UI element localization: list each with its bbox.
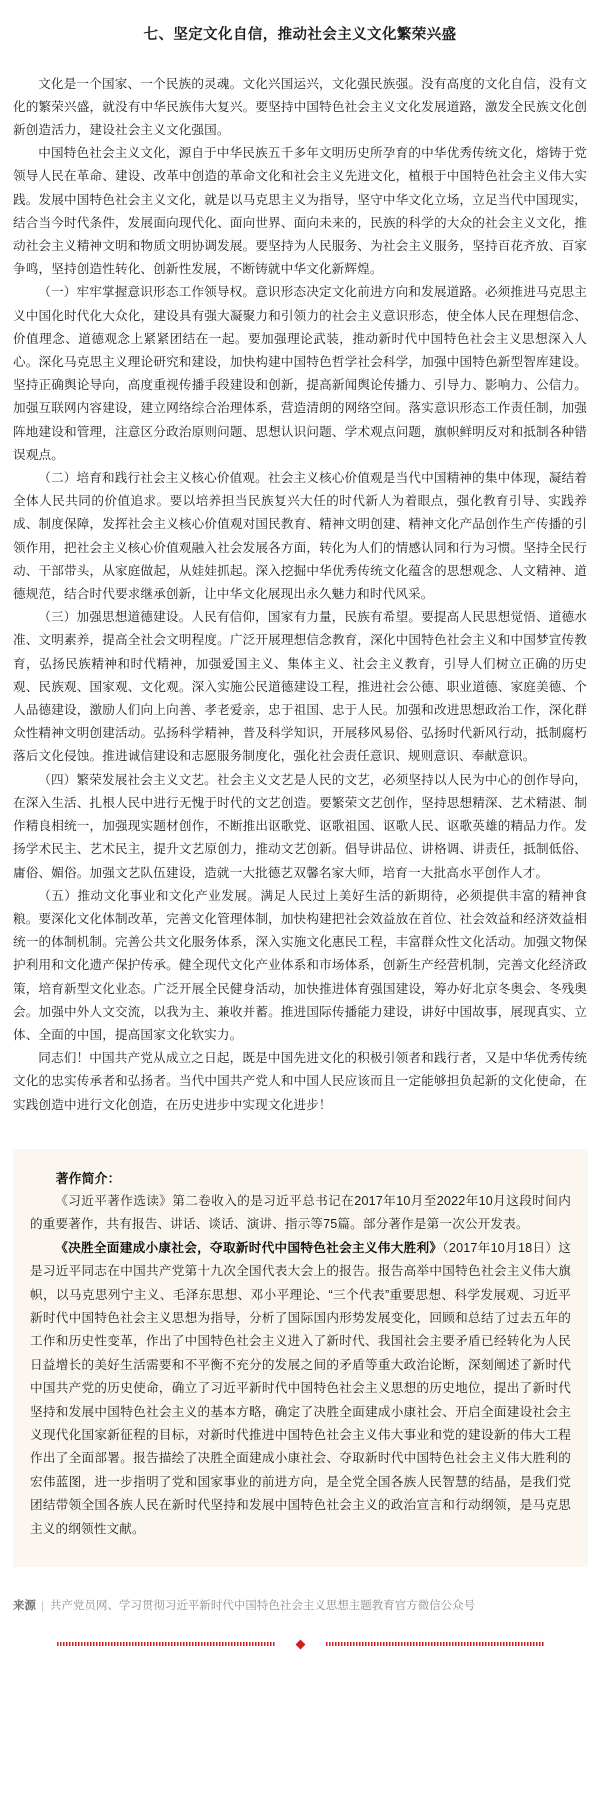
body-paragraph-8: 同志们！中国共产党从成立之日起，既是中国先进文化的积极引领者和践行者，又是中华优秀传统文化的忠实传承者和弘扬者。当代中国共产党人和中国人民应该而且一定能够担负起新的文化使命，在实践创造中进行文化创造，在历史进步中实现文化进步！: [13, 1051, 587, 1112]
body-paragraph-6: （四）繁荣发展社会主义文艺。社会主义文艺是人民的文艺，必须坚持以人民为中心的创作导向，在深入生活、扎根人民中进行无愧于时代的文艺创造。要繁荣文艺创作，坚持思想精深、艺术精湛、制作精良相统一，加强现实题材创作，不断推出讴歌党、讴歌祖国、讴歌人民、讴歌英雄的精品力作。发扬学术民主、艺术民主，提升文艺原创力，推动文艺创新。倡导讲品位、讲格调、讲责任，抵制低俗、庸俗、媚俗。加强文艺队伍建设，造就一大批德艺双馨名家大师，培育一大批高水平创作人才。: [13, 772, 587, 880]
ornament-dotted-rule-left: [57, 1642, 275, 1646]
source-line: [0, 1597, 600, 1615]
book-introduction-card: [13, 1149, 588, 1567]
card-heading: 著作简介：: [55, 1170, 121, 1186]
body-paragraph-2: 中国特色社会主义文化，源自于中华民族五千多年文明历史所孕育的中华优秀传统文化，熔铸于党领导人民在革命、建设、改革中创造的革命文化和社会主义先进文化，植根于中国特色社会主义伟大实践。发展中国特色社会主义文化，就是以马克思主义为指导，坚守中华文化立场，立足当代中国现实，结合当今时代条件，发展面向现代化、面向世界、面向未来的，民族的科学的大众的社会主义文化，推动社会主义精神文明和物质文明协调发展。要坚持为人民服务、为社会主义服务，坚持百花齐放、百家争鸣，坚持创造性转化、创新性发展，不断铸就中华文化新辉煌。: [13, 146, 587, 277]
ornament-diamond-icon: [295, 1639, 305, 1649]
body-paragraph-7: （五）推动文化事业和文化产业发展。满足人民过上美好生活的新期待，必须提供丰富的精神食粮。要深化文化体制改革，完善文化管理体制，加快构建把社会效益放在首位、社会效益和经济效益相统一的体制机制。完善公共文化服务体系，深入实施文化惠民工程，丰富群众性文化活动。加强文物保护利用和文化遗产保护传承。健全现代文化产业体系和市场体系，创新生产经营机制，完善文化经济政策，培育新型文化业态。广泛开展全民健身活动，加快推进体育强国建设，筹办好北京冬奥会、冬残奥会。加强中外人文交流，以我为主、兼收并蓄。推进国际传播能力建设，讲好中国故事，展现真实、立体、全面的中国，提高国家文化软实力。: [13, 888, 587, 1042]
article-page: [0, 10, 600, 1652]
card-book-title: 《决胜全面建成小康社会，夺取新时代中国特色社会主义伟大胜利》: [55, 1240, 443, 1255]
source-text: 共产党员网、学习贯彻习近平新时代中国特色社会主义思想主题教育官方微信公众号: [50, 1600, 476, 1613]
body-paragraph-3: （一）牢牢掌握意识形态工作领导权。意识形态决定文化前进方向和发展道路。必须推进马克思主义中国化时代化大众化，建设具有强大凝聚力和引领力的社会主义意识形态，使全体人民在理想信念、价值理念、道德观念上紧紧团结在一起。要加强理论武装，推动新时代中国特色社会主义思想深入人心。深化马克思主义理论研究和建设，加快构建中国特色哲学社会科学，加强中国特色新型智库建设。坚持正确舆论导向，高度重视传播手段建设和创新，提高新闻舆论传播力、引导力、影响力、公信力。加强互联网内容建设，建立网络综合治理体系，营造清朗的网络空间。落实意识形态工作责任制，加强阵地建设和管理，注意区分政治原则问题、思想认识问题、学术观点问题，旗帜鲜明反对和抵制各种错误观点。: [13, 285, 587, 462]
article-body: [0, 57, 600, 1117]
bottom-ornament-divider: [0, 1637, 600, 1651]
source-label: 来源: [13, 1600, 36, 1613]
page-title: 七、坚定文化自信，推动社会主义文化繁荣兴盛: [143, 26, 457, 43]
card-paragraph-2: [30, 1237, 571, 1541]
source-separator: |: [40, 1600, 45, 1613]
body-paragraph-5: （三）加强思想道德建设。人民有信仰，国家有力量，民族有希望。要提高人民思想觉悟、道德水准、文明素养，提高全社会文明程度。广泛开展理想信念教育，深化中国特色社会主义和中国梦宣传教育，弘扬民族精神和时代精神，加强爱国主义、集体主义、社会主义教育，引导人们树立正确的历史观、民族观、国家观、文化观。深入实施公民道德建设工程，推进社会公德、职业道德、家庭美德、个人品德建设，激励人们向上向善、孝老爱亲，忠于祖国、忠于人民。加强和改进思想政治工作，深化群众性精神文明创建活动。弘扬科学精神，普及科学知识，开展移风易俗、弘扬时代新风行动，抵制腐朽落后文化侵蚀。推进诚信建设和志愿服务制度化，强化社会责任意识、规则意识、奉献意识。: [13, 610, 587, 764]
card-book-description: （2017年10月18日）这是习近平同志在中国共产党第十九次全国代表大会上的报告。报告高举中国特色社会主义伟大旗帜，以马克思列宁主义、毛泽东思想、邓小平理论、“三个代表”重要思想、科学发展观、习近平新时代中国特色社会主义思想为指导，分析了国际国内形势发展变化，回顾和总结了过去五年的工作和历史性变革，作出了中国特色社会主义进入了新时代、我国社会主要矛盾已经转化为人民日益增长的美好生活需要和不平衡不充分的发展之间的矛盾等重大政治论断，深刻阐述了新时代中国共产党的历史使命，确立了习近平新时代中国特色社会主义思想的历史地位，提出了新时代坚持和发展中国特色社会主义的基本方略，确定了决胜全面建成小康社会、开启全面建设社会主义现代化国家新征程的目标，对新时代推进中国特色社会主义伟大事业和党的建设新的伟大工程作出了全面部署。报告描绘了决胜全面建成小康社会、夺取新时代中国特色社会主义伟大胜利的宏伟蓝图，进一步指明了党和国家事业的前进方向，是全党全国各族人民智慧的结晶，是我们党团结带领全国各族人民在新时代坚持和发展中国特色社会主义的政治宣言和行动纲领，是马克思主义的纲领性文献。: [30, 1240, 571, 1536]
body-paragraph-1: 文化是一个国家、一个民族的灵魂。文化兴国运兴，文化强民族强。没有高度的文化自信，没有文化的繁荣兴盛，就没有中华民族伟大复兴。要坚持中国特色社会主义文化发展道路，激发全民族文化创新创造活力，建设社会主义文化强国。: [13, 76, 587, 137]
body-paragraph-4: （二）培育和践行社会主义核心价值观。社会主义核心价值观是当代中国精神的集中体现，凝结着全体人民共同的价值追求。要以培养担当民族复兴大任的时代新人为着眼点，强化教育引导、实践养成、制度保障，发挥社会主义核心价值观对国民教育、精神文明创建、精神文化产品创作生产传播的引领作用，把社会主义核心价值观融入社会发展各方面，转化为人们的情感认同和行为习惯。坚持全民行动、干部带头，从家庭做起，从娃娃抓起。深入挖掘中华优秀传统文化蕴含的思想观念、人文精神、道德规范，结合时代要求继承创新，让中华文化展现出永久魅力和时代风采。: [13, 471, 587, 602]
card-paragraph-1: 《习近平著作选读》第二卷收入的是习近平总书记在2017年10月至2022年10月这段时间内的重要著作，共有报告、讲话、谈话、演讲、指示等75篇。部分著作是第一次公开发表。: [30, 1193, 571, 1232]
ornament-dotted-rule-right: [326, 1642, 544, 1646]
